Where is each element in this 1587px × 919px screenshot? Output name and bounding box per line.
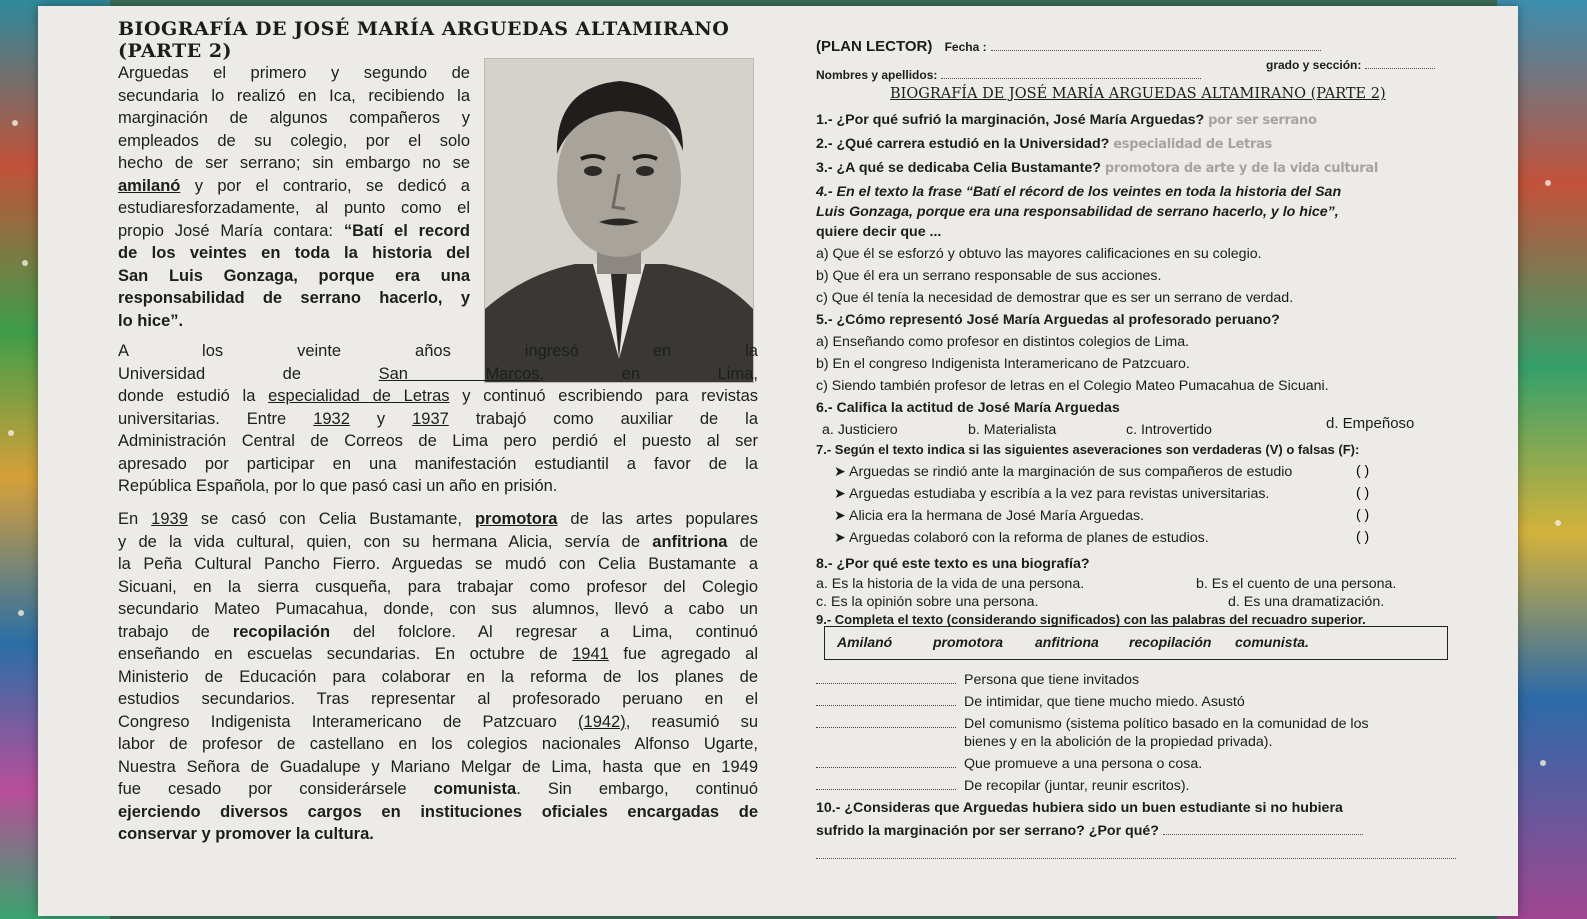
question-1-text: 1.- ¿Por qué sufrió la marginación, José María Arguedas? (816, 112, 1205, 128)
emphasized-text: de los veintes en toda la historia del (118, 244, 470, 262)
definition-row (816, 692, 1245, 712)
paragraph-line: donde estudió la especialidad de Letras y continuó escribiendo para revistas (118, 387, 758, 405)
question-1 (816, 110, 1317, 131)
grado-label: grado y sección: (1266, 58, 1362, 72)
question-4-line-1: 4.- En el texto la frase “Batí el récord de los veintes en toda la historia del San (816, 184, 1342, 200)
definition-text: Persona que tiene invitados (964, 672, 1140, 688)
paragraph-line: República Española, por lo que pasó casi un año en prisión. (118, 477, 558, 495)
true-false-answer-box[interactable]: ( ) (1356, 506, 1370, 522)
paragraph-line (118, 265, 470, 288)
worksheet-paper (38, 6, 1518, 916)
question-10-extra-line (816, 844, 1456, 865)
paragraph-1 (118, 62, 470, 332)
question-2 (816, 134, 1272, 155)
question-10-answer-field[interactable] (1163, 820, 1363, 835)
definition-text: Del comunismo (sistema político basado en la comunidad de los (964, 716, 1369, 732)
paragraph-line (118, 823, 758, 846)
paragraph-line: Ministerio de Educación para colaborar en la reforma de los planes de (118, 667, 758, 686)
paragraph-line: labor de profesor de castellano en los colegios nacionales Alfonso Ugarte, (118, 735, 758, 753)
definition-blank[interactable] (816, 767, 956, 768)
question-4-option-c[interactable]: c) Que él tenía la necesidad de demostrar que es ser un serrano de verdad. (816, 290, 1294, 306)
emphasized-text: lo hice”. (118, 311, 184, 330)
emphasized-text: “Batí el record (343, 221, 470, 240)
question-6-option-d[interactable]: d. Empeñoso (1326, 415, 1415, 432)
true-false-answer-box[interactable]: ( ) (1356, 462, 1370, 478)
question-4-option-b[interactable]: b) Que él era un serrano responsable de sus acciones. (816, 268, 1162, 284)
biography-title: BIOGRAFÍA DE JOSÉ MARÍA ARGUEDAS ALTAMIRANO (PARTE 2) (118, 18, 730, 62)
emphasized-text: 1939 (151, 510, 188, 528)
question-4-option-a[interactable]: a) Que él se esforzó y obtuvo las mayores calificaciones en su colegio. (816, 246, 1262, 262)
definition-blank[interactable] (816, 789, 956, 790)
paragraph-line: y de la vida cultural, quien, con su hermana Alicia, servía de anfitriona de (118, 532, 758, 551)
question-3 (816, 158, 1378, 179)
paragraph-line: hecho de ser serrano; sin embargo no se (118, 154, 470, 172)
paragraph-line: propio José María contara: “Batí el record (118, 221, 470, 240)
question-8: 8.- ¿Por qué este texto es una biografía? (816, 556, 1090, 572)
paragraph-line: amilanó y por el contrario, se dedicó a (118, 176, 470, 195)
true-false-statement (834, 506, 1144, 526)
word-bank-word: anfitriona (1035, 634, 1099, 650)
question-6-option-c[interactable]: c. Introvertido (1126, 422, 1212, 438)
worksheet-title: BIOGRAFÍA DE JOSÉ MARÍA ARGUEDAS ALTAMIRANO (PARTE 2) (890, 86, 1386, 102)
paragraph-line: Sicuani, en la sierra cusqueña, para trabajar como profesor del Colegio (118, 577, 758, 596)
paragraph-line: la Peña Cultural Pancho Fierro. Arguedas se mudó con Celia Bustamante a (118, 555, 758, 573)
statement-text: Arguedas colaboró con la reforma de planes de estudios. (849, 530, 1209, 546)
arrow-bullet-icon: ➤ (834, 464, 850, 480)
question-2-answer[interactable]: especialidad de Letras (1113, 137, 1272, 152)
paragraph-line: empleados de su colegio, por el solo (118, 131, 470, 150)
word-bank-word: recopilación (1129, 634, 1212, 650)
arrow-bullet-icon: ➤ (834, 508, 850, 524)
fecha-label: Fecha : (944, 40, 987, 54)
question-8-option-a[interactable]: a. Es la historia de la vida de una persona. (816, 576, 1085, 592)
true-false-statement (834, 484, 1269, 504)
emphasized-text: amilanó (118, 176, 181, 195)
paragraph-line: enseñando en escuelas secundarias. En octubre de 1941 fue agregado al (118, 645, 759, 663)
emphasized-text: recopilación (232, 622, 331, 641)
decor-dot (1555, 520, 1561, 526)
decor-dot (1540, 760, 1546, 766)
nombres-field[interactable] (941, 64, 1201, 79)
question-5-option-b[interactable]: b) En el congreso Indigenista Interamericano de Patzcuaro. (816, 356, 1190, 372)
paragraph-line: En 1939 se casó con Celia Bustamante, promotora de las artes populares (118, 510, 758, 528)
word-bank-box (824, 626, 1448, 660)
grado-row (1266, 54, 1435, 75)
plan-lector-header (816, 36, 1321, 57)
word-bank-word: promotora (933, 634, 1003, 650)
question-8-option-b[interactable]: b. Es el cuento de una persona. (1196, 576, 1397, 592)
question-10-answer-line[interactable] (816, 844, 1456, 859)
emphasized-text: San Marcos (378, 364, 540, 383)
emphasized-text: 1937 (412, 409, 449, 428)
question-10-line-2 (816, 820, 1363, 841)
arrow-bullet-icon: ➤ (834, 486, 850, 502)
definition-text: bienes y en la abolición de la propiedad privada). (964, 734, 1273, 750)
question-5-option-a[interactable]: a) Enseñando como profesor en distintos colegios de Lima. (816, 334, 1190, 350)
decor-dot (12, 120, 18, 126)
paragraph-line: marginación de algunos compañeros y (118, 109, 470, 127)
definition-text: De intimidar, que tiene mucho miedo. Asustó (964, 694, 1245, 710)
question-6-option-b[interactable]: b. Materialista (968, 422, 1057, 438)
paragraph-line (118, 242, 470, 265)
emphasized-text: 1941 (572, 645, 609, 663)
paragraph-line (118, 310, 470, 333)
portrait-photo (484, 58, 754, 383)
paragraph-line: estudiaresforzadamente, al punto como el (118, 199, 470, 217)
paragraph-line: Universidad de San Marcos, en Lima, (118, 364, 758, 383)
definition-row (816, 670, 1139, 690)
question-7: 7.- Según el texto indica si las siguientes aseveraciones son verdaderas (V) o falsas (F): (816, 442, 1360, 457)
emphasized-text: responsabilidad de serrano hacerlo, y (118, 289, 470, 307)
paragraph-line: secundaria lo realizó en Ica, recibiendo la (118, 86, 470, 105)
paragraph-2 (118, 340, 758, 498)
question-6-option-a[interactable]: a. Justiciero (822, 422, 898, 438)
arrow-bullet-icon: ➤ (834, 530, 850, 546)
paragraph-line: universitarias. Entre 1932 y 1937 trabajó como auxiliar de la (118, 409, 759, 428)
decor-dot (18, 610, 24, 616)
definition-row (816, 776, 1190, 796)
definition-text: De recopilar (juntar, reunir escritos). (964, 778, 1190, 794)
decor-dot (8, 430, 14, 436)
portrait-illustration (485, 59, 753, 382)
nombres-row (816, 64, 1201, 85)
paragraph-line: A los veinte años ingresó en la (118, 342, 758, 360)
question-10-text: sufrido la marginación por ser serrano? ¿Por qué? (816, 823, 1159, 839)
decor-dot (22, 260, 28, 266)
definition-text: Que promueve a una persona o cosa. (964, 756, 1203, 772)
emphasized-text: 1932 (313, 409, 350, 428)
emphasized-text: comunista (433, 780, 517, 798)
question-5: 5.- ¿Cómo representó José María Arguedas al profesorado peruano? (816, 312, 1280, 328)
paragraph-line: Administración Central de Correos de Lima pero perdió el puesto al ser (118, 432, 758, 450)
paragraph-line: fue cesado por considerársele comunista. Sin embargo, continuó (118, 780, 758, 798)
paragraph-line: apresado por participar en una manifestación estudiantil a favor de la (118, 454, 758, 473)
paragraph-line: trabajo de recopilación del folclore. Al regresar a Lima, continuó (118, 622, 758, 641)
nombres-label: Nombres y apellidos: (816, 68, 938, 82)
plan-lector-label: (PLAN LECTOR) (816, 38, 933, 55)
true-false-answer-box[interactable]: ( ) (1356, 484, 1370, 500)
emphasized-text: anfitriona (652, 532, 728, 551)
paragraph-line (118, 801, 758, 824)
statement-text: Alicia era la hermana de José María Arguedas. (849, 508, 1144, 524)
question-3-answer[interactable]: promotora de arte y de la vida cultural (1104, 161, 1378, 176)
word-bank-word: Amilanó (837, 634, 893, 650)
question-8-option-c[interactable]: c. Es la opinión sobre una persona. (816, 594, 1039, 610)
statement-text: Arguedas se rindió ante la marginación de sus compañeros de estudio (849, 464, 1293, 480)
question-10-line-1: 10.- ¿Consideras que Arguedas hubiera sido un buen estudiante si no hubiera (816, 800, 1343, 816)
fecha-field[interactable] (991, 36, 1321, 51)
emphasized-text: San Luis Gonzaga, porque era una (118, 266, 470, 285)
true-false-answer-box[interactable]: ( ) (1356, 528, 1370, 544)
paragraph-line: estudios secundarios. Tras representar al profesorado peruano en el (118, 690, 758, 708)
word-bank-word: comunista. (1235, 634, 1309, 650)
question-6: 6.- Califica la actitud de José María Arguedas (816, 400, 1120, 416)
statement-text: Arguedas estudiaba y escribía a la vez para revistas universitarias. (849, 486, 1270, 502)
definition-blank[interactable] (816, 727, 956, 728)
true-false-statement (834, 528, 1209, 548)
emphasized-text: ejerciendo diversos cargos en instituciones oficiales encargadas de (118, 802, 758, 821)
paragraph-line (118, 287, 470, 310)
paragraph-line: Nuestra Señora de Guadalupe y Mariano Melgar de Lima, hasta que en 1949 (118, 757, 758, 776)
question-8-option-d[interactable]: d. Es una dramatización. (1228, 594, 1385, 610)
true-false-statement (834, 462, 1292, 482)
definition-blank[interactable] (816, 683, 956, 684)
emphasized-text: conservar y promover la cultura. (118, 825, 374, 843)
definition-blank[interactable] (816, 705, 956, 706)
paragraph-3 (118, 508, 758, 846)
grado-field[interactable] (1365, 54, 1435, 69)
reading-questions-column (816, 26, 1506, 906)
emphasized-text: especialidad de Letras (268, 387, 450, 405)
emphasized-text: (1942) (578, 712, 626, 731)
definition-row (816, 714, 1369, 734)
biography-column (118, 18, 758, 908)
question-9: 9.- Completa el texto (considerando significados) con las palabras del recuadro superior. (816, 612, 1366, 627)
question-2-text: 2.- ¿Qué carrera estudió en la Universidad? (816, 136, 1110, 152)
question-1-answer[interactable]: por ser serrano (1208, 113, 1317, 128)
emphasized-text: promotora (474, 510, 558, 528)
question-4-line-2: Luis Gonzaga, porque era una responsabilidad de serrano hacerlo, y lo hice”, (816, 204, 1339, 220)
decor-dot (1545, 180, 1551, 186)
question-3-text: 3.- ¿A qué se dedicaba Celia Bustamante? (816, 160, 1101, 176)
paragraph-line: Arguedas el primero y segundo de (118, 64, 470, 82)
question-5-option-c[interactable]: c) Siendo también profesor de letras en el Colegio Mateo Pumacahua de Sicuani. (816, 378, 1329, 394)
definition-row (816, 754, 1202, 774)
question-4-line-3: quiere decir que ... (816, 224, 942, 240)
paragraph-line: secundario Mateo Pumacahua, donde, con sus alumnos, llevó a cabo un (118, 600, 758, 618)
paragraph-line: Congreso Indigenista Interamericano de Patzcuaro (1942), reasumió su (118, 712, 758, 731)
